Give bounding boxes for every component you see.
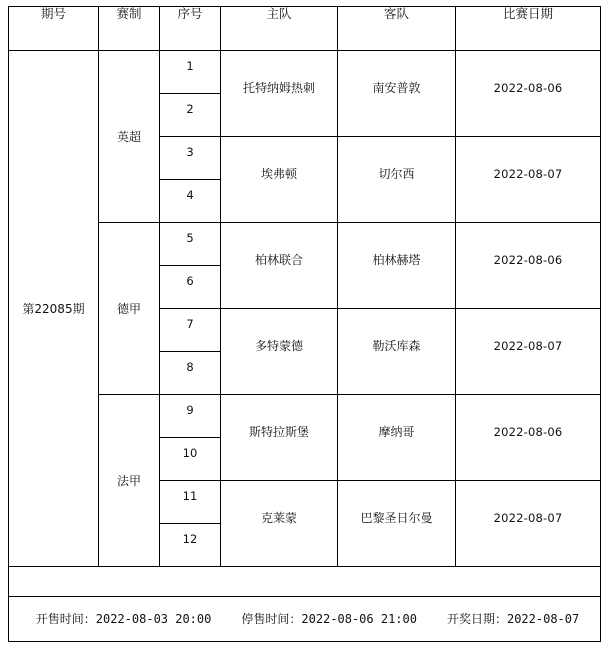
header-league: 赛制 — [99, 7, 160, 51]
away-team: 切尔西 — [338, 137, 456, 223]
header-away: 客队 — [338, 7, 456, 51]
sale-stop — [241, 612, 417, 626]
home-team: 埃弗顿 — [221, 137, 338, 223]
issue-cell: 第22085期 — [9, 51, 99, 567]
seq-cell: 10 — [160, 438, 221, 481]
seq-cell: 11 — [160, 481, 221, 524]
league-cell: 英超 — [99, 51, 160, 223]
table-row — [9, 51, 601, 94]
match-date: 2022-08-06 — [456, 223, 601, 309]
away-team: 摩纳哥 — [338, 395, 456, 481]
header-issue: 期号 — [9, 7, 99, 51]
seq-cell: 4 — [160, 180, 221, 223]
league-cell: 德甲 — [99, 223, 160, 395]
match-date: 2022-08-06 — [456, 395, 601, 481]
match-schedule-table — [8, 6, 601, 642]
seq-cell: 8 — [160, 352, 221, 395]
draw-date-label: 开奖日期： — [446, 612, 507, 626]
header-date: 比赛日期 — [456, 7, 601, 51]
footer-row — [9, 597, 601, 642]
seq-cell: 3 — [160, 137, 221, 180]
sale-start — [36, 612, 212, 626]
match-date: 2022-08-07 — [456, 137, 601, 223]
header-row — [9, 7, 601, 51]
seq-cell: 7 — [160, 309, 221, 352]
seq-cell: 5 — [160, 223, 221, 266]
home-team: 柏林联合 — [221, 223, 338, 309]
match-date: 2022-08-07 — [456, 309, 601, 395]
sale-stop-value: 2022-08-06 21:00 — [301, 612, 417, 626]
seq-cell: 2 — [160, 94, 221, 137]
footer-cell — [9, 597, 601, 642]
schedule-sheet — [8, 6, 601, 642]
seq-cell: 1 — [160, 51, 221, 94]
header-seq: 序号 — [160, 7, 221, 51]
home-team: 斯特拉斯堡 — [221, 395, 338, 481]
header-home: 主队 — [221, 7, 338, 51]
league-cell: 法甲 — [99, 395, 160, 567]
away-team: 巴黎圣日尔曼 — [338, 481, 456, 567]
away-team: 南安普敦 — [338, 51, 456, 137]
blank-cell — [9, 567, 601, 597]
sale-start-value: 2022-08-03 20:00 — [95, 612, 212, 626]
seq-cell: 9 — [160, 395, 221, 438]
seq-cell: 12 — [160, 524, 221, 567]
home-team: 托特纳姆热刺 — [221, 51, 338, 137]
home-team: 克莱蒙 — [221, 481, 338, 567]
draw-date-value: 2022-08-07 — [506, 612, 580, 626]
footer-line — [9, 612, 600, 626]
match-date: 2022-08-06 — [456, 51, 601, 137]
away-team: 勒沃库森 — [338, 309, 456, 395]
home-team: 多特蒙德 — [221, 309, 338, 395]
blank-row — [9, 567, 601, 597]
away-team: 柏林赫塔 — [338, 223, 456, 309]
seq-cell: 6 — [160, 266, 221, 309]
sale-start-label: 开售时间： — [35, 612, 96, 626]
sale-stop-label: 停售时间： — [241, 612, 302, 626]
draw-date — [447, 612, 579, 626]
match-date: 2022-08-07 — [456, 481, 601, 567]
